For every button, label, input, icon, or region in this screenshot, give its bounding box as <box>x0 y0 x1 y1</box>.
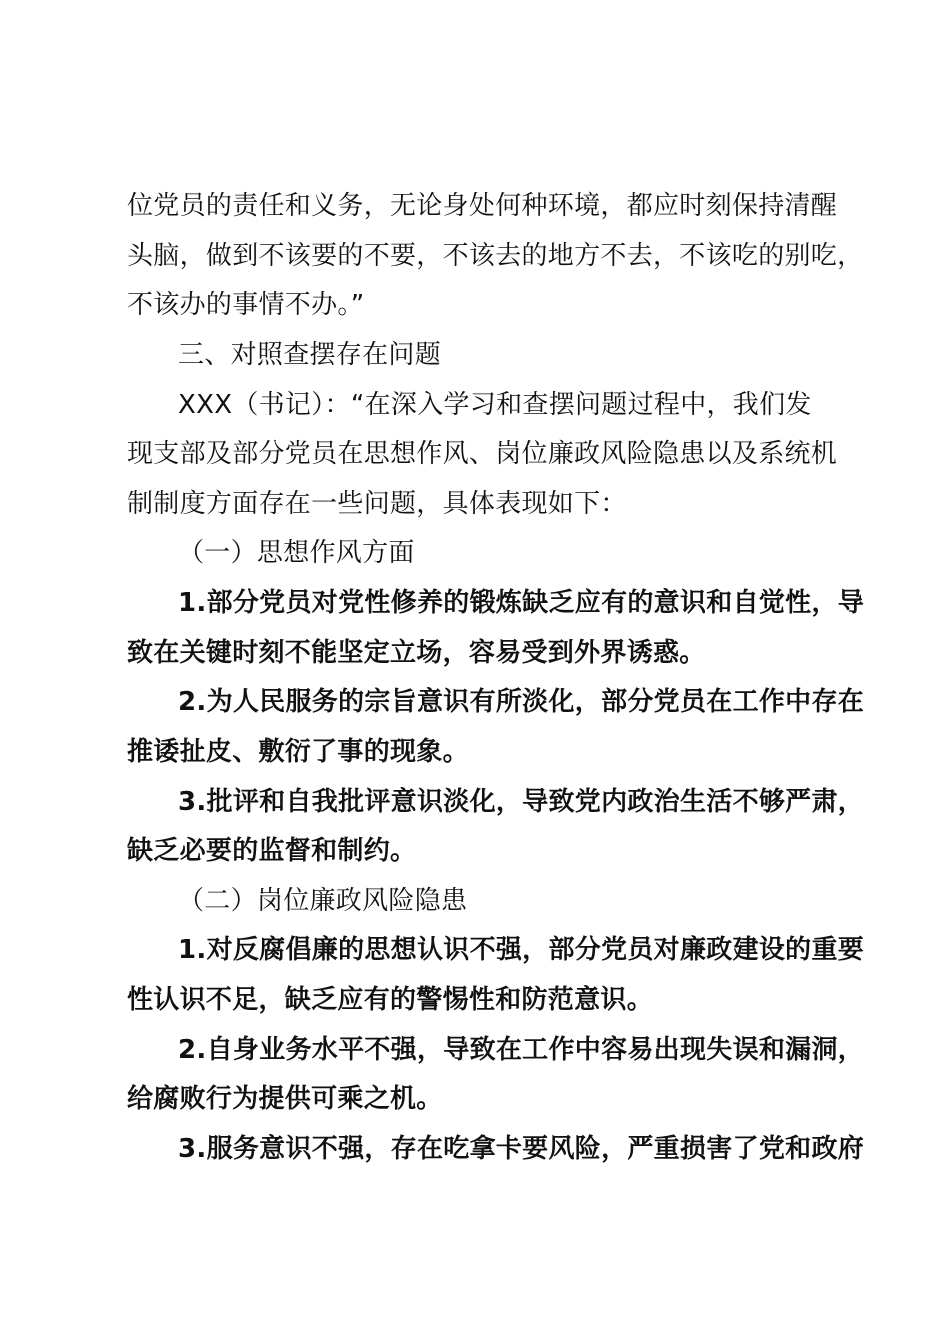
list-item-line: 给腐败行为提供可乘之机。 <box>127 1084 443 1114</box>
list-item-line: 性认识不足，缺乏应有的警惕性和防范意识。 <box>127 985 654 1015</box>
list-item-line: 1.对反腐倡廉的思想认识不强，部分党员对廉政建设的重要 <box>178 935 865 965</box>
paragraph-line: 现支部及部分党员在思想作风、岗位廉政风险隐患以及系统机 <box>127 439 838 469</box>
list-item-line: 3.服务意识不强，存在吃拿卡要风险，严重损害了党和政府 <box>178 1134 865 1164</box>
section-heading: 三、对照查摆存在问题 <box>178 340 442 370</box>
paragraph-line: 位党员的责任和义务，无论身处何种环境，都应时刻保持清醒 <box>127 191 838 221</box>
list-item-line: 缺乏必要的监督和制约。 <box>127 836 417 866</box>
list-item-line: 推诿扯皮、敷衍了事的现象。 <box>127 737 469 767</box>
paragraph-line: XXX（书记）：“在深入学习和查摆问题过程中，我们发 <box>178 390 812 420</box>
paragraph-line: 头脑，做到不该要的不要，不该去的地方不去，不该吃的别吃， <box>127 241 864 271</box>
paragraph-line: 制制度方面存在一些问题，具体表现如下： <box>127 489 627 519</box>
subsection-heading: （二）岗位廉政风险隐患 <box>178 886 468 916</box>
list-item-line: 1.部分党员对党性修养的锻炼缺乏应有的意识和自觉性，导 <box>178 588 865 618</box>
list-item-line: 3.批评和自我批评意识淡化，导致党内政治生活不够严肃， <box>178 787 865 817</box>
paragraph-line: 不该办的事情不办。” <box>127 290 365 320</box>
subsection-heading: （一）思想作风方面 <box>178 538 415 568</box>
list-item-line: 致在关键时刻不能坚定立场，容易受到外界诱惑。 <box>127 638 706 668</box>
list-item-line: 2.自身业务水平不强，导致在工作中容易出现失误和漏洞， <box>178 1035 865 1065</box>
list-item-line: 2.为人民服务的宗旨意识有所淡化，部分党员在工作中存在 <box>178 687 865 717</box>
